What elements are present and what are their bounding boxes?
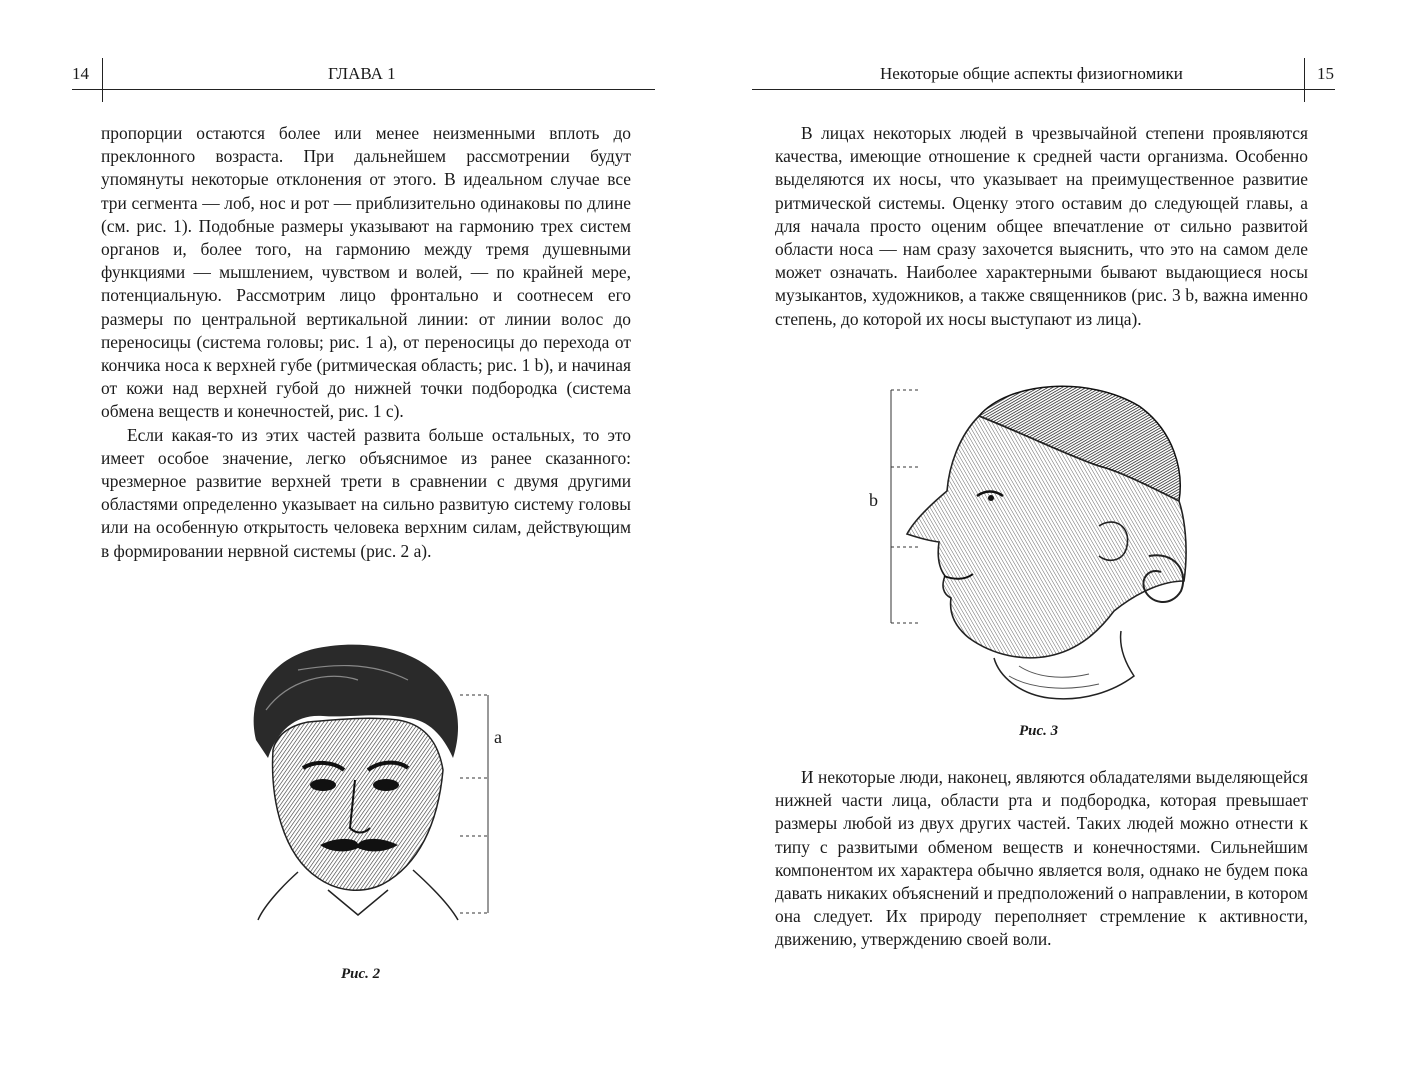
paragraph: пропорции остаются более или менее неизменными вплоть до преклонного возраста. При дальнейшем рассмотрении будут упомянуты некоторые отклонения от этого. В идеальном случае все три сегмента — лоб, нос и рот — приблизительно одинаковы по длине (см. рис. 1). Подобные размеры указывают на гармонию трех систем органов и, более того, на гармонию между тремя душевными функциями — мышлением, чувством и волей, — по крайней мере, потенциальную. Рассмотрим лицо фронтально и соотнесем его размеры по центральной вертикальной линии: от линии волос до переносицы (система головы; рис. 1 a), от переносицы до перехода от кончика носа к верхней губе (ритмическая область; рис. 1 b), и начиная от кожи над верхней губой до нижней точки подбородка (система обмена веществ и конечностей, рис. 1 c). — [101, 123, 631, 422]
figure-3-label: b — [869, 490, 878, 510]
paragraph: Если какая-то из этих частей развита больше остальных, то это имеет особое значение, легко объяснимое из ранее сказанного: чрезмерное развитие верхней трети в сравнении с двумя другими областями определенно указывает на сильно развитую систему головы или на особенную открытость человека верхним силам, действующим в формировании нервной системы (рис. 2 a). — [101, 424, 631, 561]
right-page — [703, 0, 1406, 1080]
figure-2-label: a — [494, 727, 502, 747]
body-text-bottom — [775, 766, 1308, 952]
header-rule — [752, 89, 1335, 90]
paragraph: И некоторые люди, наконец, являются обладателями выделяющейся нижней части лица, области рта и подбородка, которая превышает размеры любой из двух других частей. Таких людей можно отнести к типу с развитыми обменом веществ и конечностями. Сильнейшим компонентом их характера обычно является воля, однако не будем пока давать никаких объяснений и предположений о направлении, в котором она следует. Их природу переполняет стремление к активности, движению, утверждению своей воли. — [775, 767, 1308, 950]
figure-3-caption: Рис. 3 — [1019, 723, 1059, 739]
running-head: Некоторые общие аспекты физиогномики — [880, 64, 1183, 83]
figure-2-caption: Рис. 2 — [341, 966, 381, 982]
figure-2-illustration — [238, 640, 498, 920]
body-text — [101, 122, 631, 563]
figure-3-illustration — [899, 376, 1199, 706]
header-rule — [72, 89, 655, 90]
page-number: 15 — [1317, 64, 1334, 83]
header-divider — [102, 58, 103, 102]
page-number: 14 — [72, 64, 89, 83]
body-text-top — [775, 122, 1308, 331]
figure-3-measure-bracket — [889, 390, 919, 625]
header-divider — [1304, 58, 1305, 102]
paragraph: В лицах некоторых людей в чрезвычайной степени проявляются качества, имеющие отношение к средней части организма. Особенно выделяются их носы, что указывает на преимущественное развитие ритмической системы. Оценку этого оставим до следующей главы, а для начала просто оценим общее впечатление от сильно развитой области носа — нам сразу захочется выяснить, что это на самом деле может означать. Наиболее характерными бывают выдающиеся носы музыкантов, художников, а также священников (рис. 3 b, важна именно степень, до которой их носы выступают из лица). — [775, 123, 1308, 329]
running-head: ГЛАВА 1 — [328, 64, 396, 83]
figure-2-measure-bracket — [460, 695, 490, 915]
